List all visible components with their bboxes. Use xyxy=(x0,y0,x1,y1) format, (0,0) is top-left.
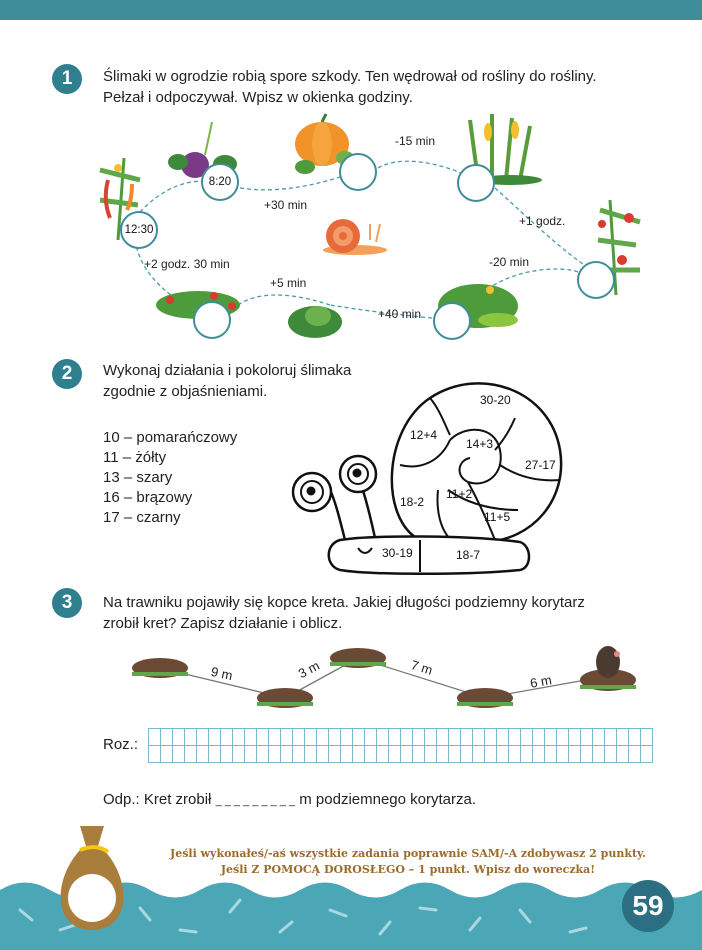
time-box-cucumber[interactable] xyxy=(433,302,471,340)
snail-field-7[interactable]: 11+5 xyxy=(484,510,511,524)
footer-line2: Jeśli Z POMOCĄ DOROSŁEGO – 1 punkt. Wpisz do woreczka! xyxy=(220,863,596,876)
snail-field-2[interactable]: 12+4 xyxy=(410,428,438,442)
molehill-diagram xyxy=(120,640,640,720)
task2-line1: Wykonaj działania i pokoloruj ślimaka xyxy=(103,362,352,379)
roz-label: Roz.: xyxy=(103,736,139,753)
task3-line1: Na trawniku pojawiły się kopce kreta. Jakiej długości podziemny korytarz xyxy=(103,594,585,611)
answer-text-after: m podziemnego korytarza. xyxy=(299,791,476,808)
distance-label: 3 m xyxy=(295,657,322,682)
time-box-strawberry[interactable] xyxy=(193,301,231,339)
task-number-2: 2 xyxy=(52,359,82,389)
step-label: -15 min xyxy=(395,134,436,148)
step-label: -20 min xyxy=(489,255,530,269)
legend-item: 16 – brązowy xyxy=(103,489,193,506)
top-bar xyxy=(0,0,702,20)
time-box-12-30[interactable]: 12:30 xyxy=(120,211,158,249)
snail-icon xyxy=(323,219,387,255)
snail-coloring-picture xyxy=(270,370,570,580)
task3-text xyxy=(103,592,585,634)
color-legend xyxy=(103,428,237,528)
task3-line2: zrobił kret? Zapisz działanie i oblicz. xyxy=(103,615,343,632)
legend-item: 17 – czarny xyxy=(103,509,181,526)
answer-line xyxy=(103,789,476,812)
time-box-8-20[interactable]: 8:20 xyxy=(201,163,239,201)
legend-item: 13 – szary xyxy=(103,469,173,486)
molehill-icon xyxy=(257,688,313,708)
distance-label: 6 m xyxy=(528,672,553,691)
time-box-corn[interactable] xyxy=(457,164,495,202)
distance-label: 7 m xyxy=(409,657,435,678)
snail-field-1[interactable]: 30-20 xyxy=(480,393,511,407)
bag-icon xyxy=(52,818,132,936)
snail-field-4[interactable]: 27-17 xyxy=(525,458,556,472)
footer-line1: Jeśli wykonałeś/-aś wszystkie zadania poprawnie SAM/-A zdobywasz 2 punkty. xyxy=(170,847,646,860)
odp-label: Odp.: xyxy=(103,791,140,808)
distance-label: 9 m xyxy=(209,663,234,684)
snail-field-3[interactable]: 14+3 xyxy=(466,437,494,451)
step-label: +1 godz. xyxy=(519,214,566,228)
molehill-icon xyxy=(132,658,188,678)
task2-line2: zgodnie z objaśnieniami. xyxy=(103,383,268,400)
answer-text-before: Kret zrobił xyxy=(143,791,212,808)
task1-line1: Ślimaki w ogrodzie robią spore szkody. Ten wędrował od rośliny do rośliny. xyxy=(103,68,597,85)
molehill-icon xyxy=(330,648,386,668)
snail-path-diagram xyxy=(0,100,702,350)
mole-icon xyxy=(580,646,636,691)
calculation-grid[interactable] xyxy=(148,728,653,763)
answer-blank[interactable]: _ _ _ _ _ _ _ _ _ xyxy=(215,795,296,807)
task-number-3: 3 xyxy=(52,588,82,618)
cabbage-plant-icon xyxy=(288,306,342,338)
molehill-icon xyxy=(457,688,513,708)
snail-field-9[interactable]: 18-7 xyxy=(456,548,481,562)
step-label: +30 min xyxy=(264,198,308,212)
time-box-tomato[interactable] xyxy=(577,261,615,299)
snail-field-8[interactable]: 30-19 xyxy=(382,546,413,560)
page-number: 59 xyxy=(622,880,674,932)
legend-item: 10 – pomarańczowy xyxy=(103,429,238,446)
footer-note xyxy=(128,846,688,878)
task-number-1: 1 xyxy=(52,64,82,94)
step-label: +40 min xyxy=(378,307,422,321)
step-label: +5 min xyxy=(270,276,307,290)
snail-field-5[interactable]: 18-2 xyxy=(400,495,425,509)
step-label: +2 godz. 30 min xyxy=(144,257,230,271)
legend-item: 11 – żółty xyxy=(103,449,167,466)
snail-field-6[interactable]: 11+2 xyxy=(446,487,473,501)
task1-line2: Pełzał i odpoczywał. Wpisz w okienka godziny. xyxy=(103,89,413,106)
time-box-pumpkin[interactable] xyxy=(339,153,377,191)
